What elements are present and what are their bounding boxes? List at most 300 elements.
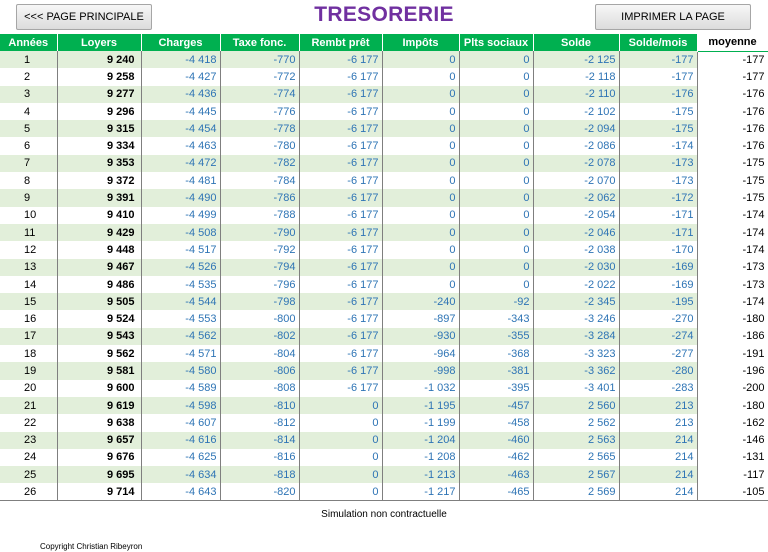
cell-moyenne: -174 <box>697 293 768 310</box>
cell-taxe-fonc: -816 <box>220 449 299 466</box>
cell-solde-mois: -175 <box>619 120 697 137</box>
cell-charges: -4 517 <box>141 241 220 258</box>
cell-annees: 8 <box>0 172 57 189</box>
cell-annees: 1 <box>0 51 57 68</box>
cell-annees: 18 <box>0 345 57 362</box>
cell-impots: 0 <box>382 224 459 241</box>
cell-plts-sociaux: -465 <box>459 483 533 500</box>
cell-impots: -1 032 <box>382 380 459 397</box>
cell-impots: 0 <box>382 120 459 137</box>
cell-rembt-pret: -6 177 <box>299 328 382 345</box>
cell-charges: -4 634 <box>141 466 220 483</box>
table-row <box>0 466 768 483</box>
cell-solde-mois: 214 <box>619 483 697 500</box>
cell-loyers: 9 505 <box>57 293 141 310</box>
cell-charges: -4 436 <box>141 86 220 103</box>
copyright-text: Copyright Christian Ribeyron <box>40 542 143 551</box>
cell-rembt-pret: -6 177 <box>299 68 382 85</box>
cell-moyenne: -176 <box>697 86 768 103</box>
cell-taxe-fonc: -794 <box>220 259 299 276</box>
cell-solde: -2 086 <box>533 137 619 154</box>
cell-charges: -4 625 <box>141 449 220 466</box>
cell-loyers: 9 638 <box>57 414 141 431</box>
cell-solde-mois: -274 <box>619 328 697 345</box>
cell-taxe-fonc: -814 <box>220 432 299 449</box>
cell-taxe-fonc: -808 <box>220 380 299 397</box>
cell-impots: 0 <box>382 172 459 189</box>
cell-impots: 0 <box>382 86 459 103</box>
cell-moyenne: -180 <box>697 397 768 414</box>
cell-solde-mois: -172 <box>619 189 697 206</box>
cell-impots: 0 <box>382 137 459 154</box>
cell-solde-mois: 213 <box>619 414 697 431</box>
cell-loyers: 9 296 <box>57 103 141 120</box>
cell-impots: -240 <box>382 293 459 310</box>
cell-charges: -4 418 <box>141 51 220 68</box>
column-header-moyenne: moyenne <box>697 34 768 51</box>
cell-loyers: 9 600 <box>57 380 141 397</box>
cell-solde: -2 070 <box>533 172 619 189</box>
page-principale-button[interactable]: <<< PAGE PRINCIPALE <box>16 4 152 30</box>
table-row <box>0 155 768 172</box>
cell-charges: -4 508 <box>141 224 220 241</box>
cell-solde-mois: -177 <box>619 51 697 68</box>
cell-rembt-pret: -6 177 <box>299 259 382 276</box>
cell-annees: 11 <box>0 224 57 241</box>
column-header-annees: Années <box>0 34 57 51</box>
cell-plts-sociaux: 0 <box>459 241 533 258</box>
cell-moyenne: -175 <box>697 189 768 206</box>
cell-taxe-fonc: -798 <box>220 293 299 310</box>
header-row <box>0 34 768 51</box>
cell-annees: 16 <box>0 310 57 327</box>
cell-solde: -3 401 <box>533 380 619 397</box>
cell-annees: 2 <box>0 68 57 85</box>
cell-annees: 22 <box>0 414 57 431</box>
cell-loyers: 9 391 <box>57 189 141 206</box>
cell-plts-sociaux: 0 <box>459 120 533 137</box>
cell-solde: 2 560 <box>533 397 619 414</box>
cell-impots: -1 204 <box>382 432 459 449</box>
cell-moyenne: -175 <box>697 172 768 189</box>
cell-loyers: 9 372 <box>57 172 141 189</box>
cell-moyenne: -117 <box>697 466 768 483</box>
table-row <box>0 380 768 397</box>
cell-loyers: 9 410 <box>57 207 141 224</box>
cell-solde-mois: 214 <box>619 449 697 466</box>
cell-charges: -4 490 <box>141 189 220 206</box>
cell-moyenne: -174 <box>697 224 768 241</box>
cell-moyenne: -175 <box>697 155 768 172</box>
cell-loyers: 9 448 <box>57 241 141 258</box>
cell-annees: 13 <box>0 259 57 276</box>
cell-solde-mois: -174 <box>619 137 697 154</box>
cell-impots: 0 <box>382 207 459 224</box>
cell-solde-mois: -171 <box>619 207 697 224</box>
cell-loyers: 9 486 <box>57 276 141 293</box>
cell-taxe-fonc: -780 <box>220 137 299 154</box>
disclaimer-note: Simulation non contractuelle <box>321 509 447 520</box>
cell-rembt-pret: -6 177 <box>299 137 382 154</box>
cell-rembt-pret: -6 177 <box>299 86 382 103</box>
cell-loyers: 9 353 <box>57 155 141 172</box>
cell-moyenne: -186 <box>697 328 768 345</box>
cell-solde: -2 102 <box>533 103 619 120</box>
cell-impots: 0 <box>382 189 459 206</box>
cell-loyers: 9 334 <box>57 137 141 154</box>
cell-solde-mois: -195 <box>619 293 697 310</box>
table-row <box>0 224 768 241</box>
table-row <box>0 189 768 206</box>
cell-rembt-pret: -6 177 <box>299 380 382 397</box>
cell-annees: 9 <box>0 189 57 206</box>
cell-moyenne: -196 <box>697 362 768 379</box>
column-header-solde-mois: Solde/mois <box>619 34 697 51</box>
cell-loyers: 9 277 <box>57 86 141 103</box>
cell-plts-sociaux: 0 <box>459 172 533 189</box>
cell-solde-mois: -277 <box>619 345 697 362</box>
imprimer-page-button[interactable]: IMPRIMER LA PAGE <box>595 4 751 30</box>
cell-solde-mois: -175 <box>619 103 697 120</box>
cell-impots: -998 <box>382 362 459 379</box>
cell-taxe-fonc: -770 <box>220 51 299 68</box>
cell-solde: -3 284 <box>533 328 619 345</box>
table-row <box>0 103 768 120</box>
cell-taxe-fonc: -804 <box>220 345 299 362</box>
cell-solde-mois: 213 <box>619 397 697 414</box>
cell-annees: 19 <box>0 362 57 379</box>
cell-loyers: 9 714 <box>57 483 141 500</box>
cell-loyers: 9 619 <box>57 397 141 414</box>
cell-solde-mois: -177 <box>619 68 697 85</box>
cell-rembt-pret: -6 177 <box>299 103 382 120</box>
table-row <box>0 276 768 293</box>
cell-loyers: 9 657 <box>57 432 141 449</box>
cell-taxe-fonc: -774 <box>220 86 299 103</box>
cell-moyenne: -162 <box>697 414 768 431</box>
cell-moyenne: -131 <box>697 449 768 466</box>
cell-plts-sociaux: 0 <box>459 207 533 224</box>
cell-annees: 7 <box>0 155 57 172</box>
cell-annees: 14 <box>0 276 57 293</box>
cell-impots: 0 <box>382 241 459 258</box>
cell-annees: 20 <box>0 380 57 397</box>
cell-solde: 2 569 <box>533 483 619 500</box>
cell-impots: 0 <box>382 51 459 68</box>
table-row <box>0 137 768 154</box>
cell-solde: -2 110 <box>533 86 619 103</box>
cell-solde-mois: -173 <box>619 155 697 172</box>
cell-solde: -2 094 <box>533 120 619 137</box>
cell-plts-sociaux: -355 <box>459 328 533 345</box>
cell-taxe-fonc: -806 <box>220 362 299 379</box>
cell-moyenne: -173 <box>697 259 768 276</box>
cell-loyers: 9 258 <box>57 68 141 85</box>
cell-impots: -1 199 <box>382 414 459 431</box>
cell-loyers: 9 429 <box>57 224 141 241</box>
cell-impots: -930 <box>382 328 459 345</box>
cell-solde: -2 062 <box>533 189 619 206</box>
cell-impots: -1 208 <box>382 449 459 466</box>
cell-moyenne: -180 <box>697 310 768 327</box>
cell-loyers: 9 676 <box>57 449 141 466</box>
cell-annees: 24 <box>0 449 57 466</box>
cell-taxe-fonc: -778 <box>220 120 299 137</box>
cell-moyenne: -177 <box>697 68 768 85</box>
cell-impots: 0 <box>382 259 459 276</box>
cell-solde: -2 125 <box>533 51 619 68</box>
cell-impots: 0 <box>382 68 459 85</box>
cell-solde: 2 563 <box>533 432 619 449</box>
page-title: TRESORERIE <box>314 3 454 26</box>
cell-rembt-pret: -6 177 <box>299 224 382 241</box>
cell-plts-sociaux: -458 <box>459 414 533 431</box>
cell-rembt-pret: -6 177 <box>299 120 382 137</box>
column-header-solde: Solde <box>533 34 619 51</box>
cell-taxe-fonc: -782 <box>220 155 299 172</box>
cell-solde-mois: 214 <box>619 466 697 483</box>
cell-plts-sociaux: -460 <box>459 432 533 449</box>
cell-solde: 2 567 <box>533 466 619 483</box>
cell-impots: -1 195 <box>382 397 459 414</box>
table-row <box>0 483 768 500</box>
cell-taxe-fonc: -772 <box>220 68 299 85</box>
cell-annees: 15 <box>0 293 57 310</box>
cell-solde-mois: -170 <box>619 241 697 258</box>
cell-plts-sociaux: -395 <box>459 380 533 397</box>
cell-solde: 2 562 <box>533 414 619 431</box>
cell-solde-mois: -169 <box>619 276 697 293</box>
cell-solde: -3 246 <box>533 310 619 327</box>
cell-charges: -4 571 <box>141 345 220 362</box>
cell-charges: -4 454 <box>141 120 220 137</box>
cell-plts-sociaux: 0 <box>459 189 533 206</box>
table-body <box>0 51 768 501</box>
cell-charges: -4 499 <box>141 207 220 224</box>
cell-moyenne: -146 <box>697 432 768 449</box>
cell-moyenne: -174 <box>697 207 768 224</box>
cell-charges: -4 589 <box>141 380 220 397</box>
cell-solde-mois: -176 <box>619 86 697 103</box>
cell-rembt-pret: 0 <box>299 449 382 466</box>
column-header-impots: Impôts <box>382 34 459 51</box>
cell-rembt-pret: -6 177 <box>299 172 382 189</box>
cell-plts-sociaux: -368 <box>459 345 533 362</box>
cell-moyenne: -174 <box>697 241 768 258</box>
cell-rembt-pret: -6 177 <box>299 207 382 224</box>
table-row <box>0 345 768 362</box>
cell-solde: -2 022 <box>533 276 619 293</box>
table-row <box>0 172 768 189</box>
cell-taxe-fonc: -818 <box>220 466 299 483</box>
table-row <box>0 414 768 431</box>
cell-moyenne: -191 <box>697 345 768 362</box>
cell-rembt-pret: -6 177 <box>299 241 382 258</box>
table-row <box>0 310 768 327</box>
cell-rembt-pret: -6 177 <box>299 293 382 310</box>
cell-taxe-fonc: -788 <box>220 207 299 224</box>
cell-charges: -4 445 <box>141 103 220 120</box>
cell-loyers: 9 543 <box>57 328 141 345</box>
cell-charges: -4 535 <box>141 276 220 293</box>
cell-charges: -4 616 <box>141 432 220 449</box>
cell-annees: 6 <box>0 137 57 154</box>
cell-solde-mois: -283 <box>619 380 697 397</box>
cell-taxe-fonc: -820 <box>220 483 299 500</box>
cell-rembt-pret: -6 177 <box>299 345 382 362</box>
cell-charges: -4 472 <box>141 155 220 172</box>
cell-loyers: 9 524 <box>57 310 141 327</box>
cell-taxe-fonc: -800 <box>220 310 299 327</box>
cell-rembt-pret: -6 177 <box>299 155 382 172</box>
cell-annees: 5 <box>0 120 57 137</box>
cell-moyenne: -176 <box>697 137 768 154</box>
cell-charges: -4 580 <box>141 362 220 379</box>
column-header-loyers: Loyers <box>57 34 141 51</box>
cell-solde-mois: -171 <box>619 224 697 241</box>
cell-solde-mois: 214 <box>619 432 697 449</box>
cell-charges: -4 427 <box>141 68 220 85</box>
cell-annees: 4 <box>0 103 57 120</box>
cell-taxe-fonc: -790 <box>220 224 299 241</box>
cell-charges: -4 463 <box>141 137 220 154</box>
cell-moyenne: -176 <box>697 103 768 120</box>
cell-loyers: 9 240 <box>57 51 141 68</box>
cell-solde-mois: -280 <box>619 362 697 379</box>
cell-solde: 2 565 <box>533 449 619 466</box>
cell-plts-sociaux: -462 <box>459 449 533 466</box>
cell-moyenne: -177 <box>697 51 768 68</box>
cell-rembt-pret: -6 177 <box>299 189 382 206</box>
cell-taxe-fonc: -792 <box>220 241 299 258</box>
cell-charges: -4 526 <box>141 259 220 276</box>
cell-annees: 25 <box>0 466 57 483</box>
column-header-plts-sociaux: Plts sociaux <box>459 34 533 51</box>
cell-charges: -4 481 <box>141 172 220 189</box>
cell-plts-sociaux: -343 <box>459 310 533 327</box>
tresorerie-table <box>0 34 768 501</box>
column-header-charges: Charges <box>141 34 220 51</box>
cell-taxe-fonc: -776 <box>220 103 299 120</box>
cell-loyers: 9 581 <box>57 362 141 379</box>
cell-plts-sociaux: 0 <box>459 155 533 172</box>
cell-taxe-fonc: -812 <box>220 414 299 431</box>
cell-impots: -1 217 <box>382 483 459 500</box>
table-row <box>0 449 768 466</box>
column-header-taxe-fonc: Taxe fonc. <box>220 34 299 51</box>
cell-charges: -4 643 <box>141 483 220 500</box>
table-row <box>0 120 768 137</box>
cell-solde: -3 362 <box>533 362 619 379</box>
cell-charges: -4 607 <box>141 414 220 431</box>
cell-loyers: 9 315 <box>57 120 141 137</box>
cell-solde: -2 078 <box>533 155 619 172</box>
cell-moyenne: -105 <box>697 483 768 500</box>
cell-annees: 17 <box>0 328 57 345</box>
cell-annees: 3 <box>0 86 57 103</box>
cell-impots: 0 <box>382 155 459 172</box>
table-row <box>0 51 768 68</box>
cell-impots: -1 213 <box>382 466 459 483</box>
cell-loyers: 9 467 <box>57 259 141 276</box>
cell-annees: 10 <box>0 207 57 224</box>
cell-plts-sociaux: 0 <box>459 51 533 68</box>
cell-impots: 0 <box>382 103 459 120</box>
cell-moyenne: -173 <box>697 276 768 293</box>
cell-rembt-pret: -6 177 <box>299 51 382 68</box>
cell-solde: -2 054 <box>533 207 619 224</box>
cell-rembt-pret: 0 <box>299 432 382 449</box>
cell-annees: 23 <box>0 432 57 449</box>
cell-plts-sociaux: 0 <box>459 224 533 241</box>
cell-plts-sociaux: 0 <box>459 259 533 276</box>
cell-solde-mois: -270 <box>619 310 697 327</box>
cell-loyers: 9 562 <box>57 345 141 362</box>
cell-plts-sociaux: 0 <box>459 137 533 154</box>
cell-charges: -4 553 <box>141 310 220 327</box>
table-row <box>0 241 768 258</box>
cell-taxe-fonc: -784 <box>220 172 299 189</box>
cell-rembt-pret: 0 <box>299 466 382 483</box>
cell-plts-sociaux: -92 <box>459 293 533 310</box>
cell-solde: -2 038 <box>533 241 619 258</box>
cell-rembt-pret: 0 <box>299 414 382 431</box>
table-row <box>0 328 768 345</box>
cell-rembt-pret: 0 <box>299 397 382 414</box>
table-row <box>0 293 768 310</box>
cell-taxe-fonc: -810 <box>220 397 299 414</box>
cell-plts-sociaux: 0 <box>459 86 533 103</box>
cell-solde: -3 323 <box>533 345 619 362</box>
cell-taxe-fonc: -796 <box>220 276 299 293</box>
cell-solde: -2 030 <box>533 259 619 276</box>
table-row <box>0 259 768 276</box>
cell-impots: -897 <box>382 310 459 327</box>
cell-plts-sociaux: -457 <box>459 397 533 414</box>
cell-plts-sociaux: 0 <box>459 103 533 120</box>
cell-solde: -2 345 <box>533 293 619 310</box>
cell-moyenne: -176 <box>697 120 768 137</box>
cell-rembt-pret: 0 <box>299 483 382 500</box>
cell-rembt-pret: -6 177 <box>299 276 382 293</box>
cell-plts-sociaux: -381 <box>459 362 533 379</box>
cell-loyers: 9 695 <box>57 466 141 483</box>
cell-annees: 26 <box>0 483 57 500</box>
cell-moyenne: -200 <box>697 380 768 397</box>
cell-solde-mois: -173 <box>619 172 697 189</box>
table-row <box>0 397 768 414</box>
cell-plts-sociaux: -463 <box>459 466 533 483</box>
cell-plts-sociaux: 0 <box>459 68 533 85</box>
cell-charges: -4 544 <box>141 293 220 310</box>
cell-taxe-fonc: -786 <box>220 189 299 206</box>
cell-rembt-pret: -6 177 <box>299 362 382 379</box>
table-row <box>0 432 768 449</box>
cell-solde-mois: -169 <box>619 259 697 276</box>
cell-annees: 12 <box>0 241 57 258</box>
cell-charges: -4 562 <box>141 328 220 345</box>
table-row <box>0 86 768 103</box>
cell-plts-sociaux: 0 <box>459 276 533 293</box>
cell-impots: 0 <box>382 276 459 293</box>
cell-rembt-pret: -6 177 <box>299 310 382 327</box>
cell-solde: -2 046 <box>533 224 619 241</box>
column-header-rembt-pret: Rembt prêt <box>299 34 382 51</box>
cell-charges: -4 598 <box>141 397 220 414</box>
cell-annees: 21 <box>0 397 57 414</box>
table-row <box>0 362 768 379</box>
cell-taxe-fonc: -802 <box>220 328 299 345</box>
